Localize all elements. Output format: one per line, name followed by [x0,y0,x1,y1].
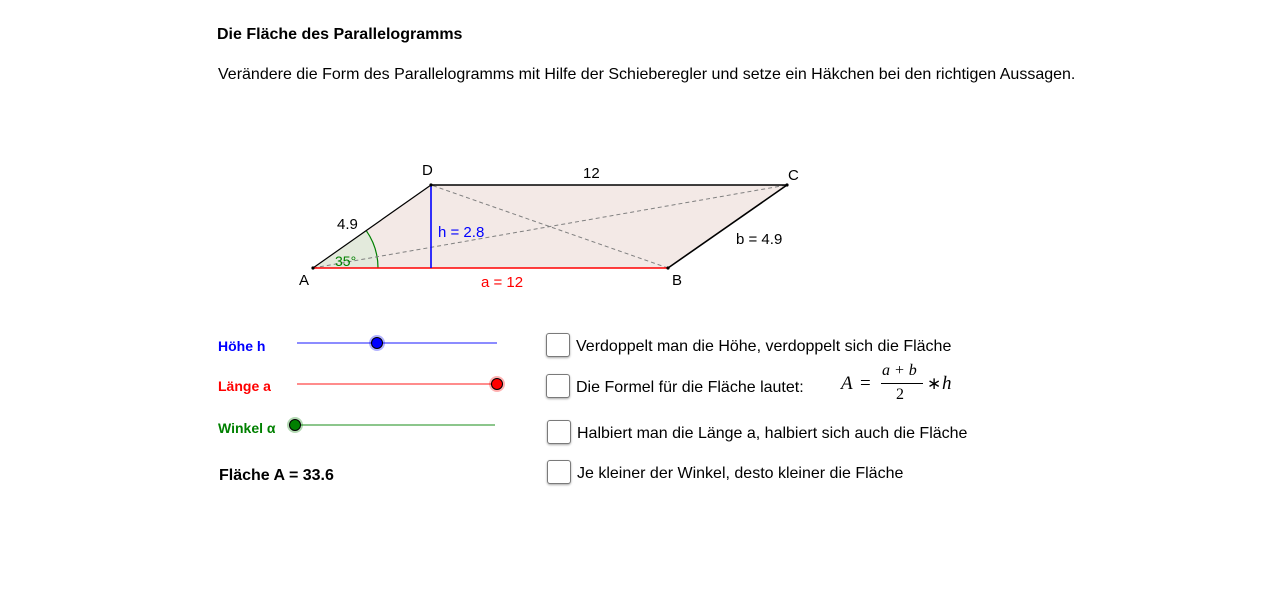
slider-knob[interactable] [371,337,383,349]
slider-knob[interactable] [289,419,301,431]
formula-multiply: ∗ [927,374,942,393]
left-side-label: 4.9 [337,216,358,233]
formula-lhs: A [841,373,853,394]
slider-track[interactable] [297,383,497,385]
statement-1-text: Verdoppelt man die Höhe, verdoppelt sich die Fläche [576,338,952,355]
checkbox-statement-2[interactable] [546,374,570,398]
page-title: Die Fläche des Parallelogramms [217,26,463,43]
point-a[interactable] [311,266,314,269]
checkbox-statement-4[interactable] [547,460,571,484]
slider-label-winkel: Winkel α [218,420,276,436]
vertex-label-c: C [788,167,799,184]
statement-2-text: Die Formel für die Fläche lautet: [576,379,804,396]
statement-3-text: Halbiert man die Länge a, halbiert sich auch die Fläche [577,425,968,442]
slider-label-hoehe: Höhe h [218,338,266,354]
slider-track[interactable] [295,424,495,426]
statement-4-text: Je kleiner der Winkel, desto kleiner die Fläche [577,465,904,482]
instruction-text: Verändere die Form des Parallelogramms mit Hilfe der Schieberegler und setze ein Häkchen bei den richtigen Aussagen. [218,66,1076,83]
angle-label: 35° [335,253,357,269]
slider-knob[interactable] [491,378,503,390]
formula-fraction-bar [881,383,923,384]
vertex-label-d: D [422,162,433,179]
slider-track[interactable] [297,342,497,344]
checkbox-statement-3[interactable] [547,420,571,444]
formula-numerator: a + b [882,362,917,379]
vertex-label-a: A [299,272,310,289]
point-b[interactable] [666,266,669,269]
point-d[interactable] [429,183,432,186]
top-side-label: 12 [583,165,600,182]
side-b-label: b = 4.9 [736,231,783,248]
base-label: a = 12 [481,274,524,291]
area-result: Fläche A = 33.6 [219,467,334,484]
slider-label-laenge: Länge a [218,378,271,394]
formula-denominator: 2 [896,386,904,403]
formula-rhs: h [942,373,952,394]
formula-equals: = [860,373,871,394]
height-label: h = 2.8 [438,224,485,241]
vertex-label-b: B [672,272,683,289]
checkbox-statement-1[interactable] [546,333,570,357]
